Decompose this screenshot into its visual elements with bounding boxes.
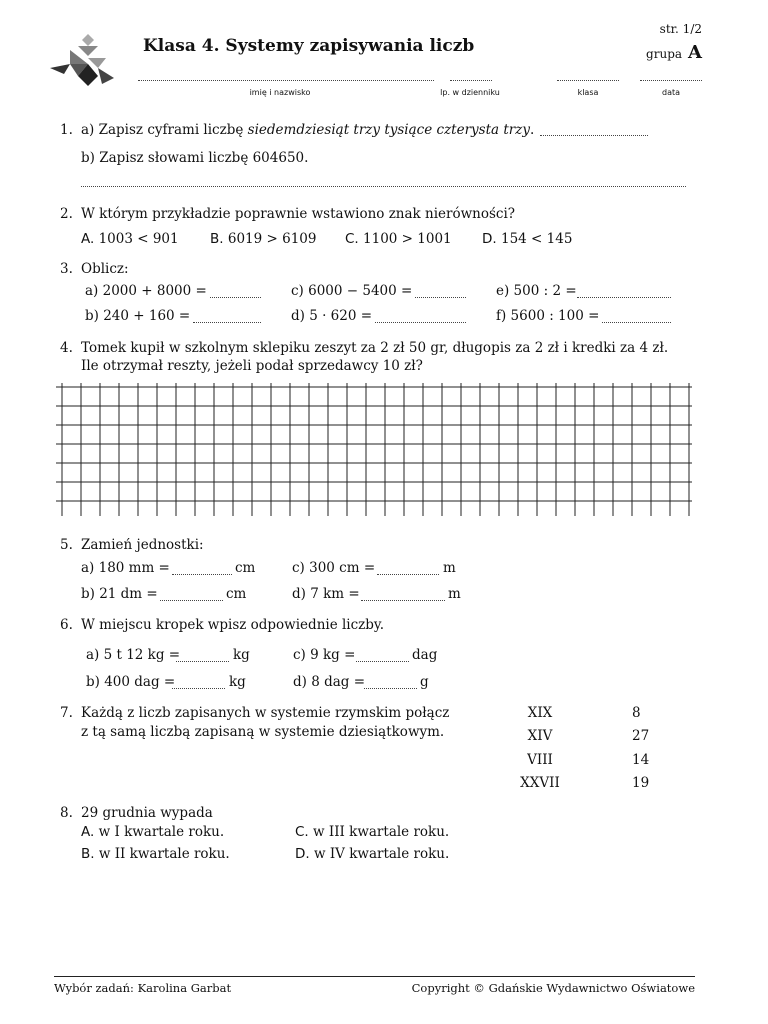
q3-e-answer[interactable] bbox=[577, 297, 671, 298]
q3-text: Oblicz: bbox=[81, 261, 129, 277]
q3-item-c: c) 6000 − 5400 = bbox=[291, 283, 413, 299]
q3-b-answer[interactable] bbox=[193, 322, 261, 323]
decimal-number[interactable]: 19 bbox=[632, 775, 650, 791]
q8-option-c-text: w III kwartale roku. bbox=[313, 824, 450, 840]
roman-numeral[interactable]: VIII bbox=[527, 752, 553, 768]
page-title: Klasa 4. Systemy zapisywania liczb bbox=[143, 36, 475, 56]
q7-line-1: Każdą z liczb zapisanych w systemie rzymskim połącz bbox=[81, 705, 450, 721]
q2-option-d-text: 154 < 145 bbox=[500, 231, 573, 247]
date-caption: data bbox=[661, 88, 681, 97]
q7-number: 7. bbox=[60, 705, 73, 721]
q1-a-prefix: a) Zapisz cyframi liczbę bbox=[81, 122, 244, 138]
number-field[interactable] bbox=[450, 80, 492, 81]
q6-item-a: a) 5 t 12 kg = bbox=[86, 647, 181, 663]
publisher-logo bbox=[48, 34, 118, 88]
class-field[interactable] bbox=[557, 80, 619, 81]
q6-a-answer[interactable] bbox=[176, 661, 229, 662]
q3-c-answer[interactable] bbox=[415, 297, 466, 298]
q6-a-unit: kg bbox=[233, 647, 250, 663]
q3-d-answer[interactable] bbox=[375, 322, 466, 323]
decimal-number[interactable]: 14 bbox=[632, 752, 650, 768]
q5-number: 5. bbox=[60, 537, 73, 553]
q5-b-answer[interactable] bbox=[160, 600, 223, 601]
q6-item-c: c) 9 kg = bbox=[293, 647, 356, 663]
group-indicator bbox=[646, 42, 702, 63]
q6-b-unit: kg bbox=[229, 674, 246, 690]
q2-option-a[interactable] bbox=[81, 231, 179, 247]
decimal-number[interactable]: 8 bbox=[632, 705, 641, 721]
q1-part-a bbox=[81, 122, 534, 138]
q2-option-b[interactable] bbox=[210, 231, 316, 247]
q1-b-answer[interactable] bbox=[81, 186, 686, 187]
q3-item-e: e) 500 : 2 = bbox=[496, 283, 577, 299]
q5-a-answer[interactable] bbox=[172, 574, 232, 575]
q6-d-unit: g bbox=[420, 674, 429, 690]
name-caption: imię i nazwisko bbox=[249, 88, 311, 97]
q3-item-f: f) 5600 : 100 = bbox=[496, 308, 600, 324]
q5-a-unit: cm bbox=[235, 560, 256, 576]
q2-option-c-letter: C. bbox=[345, 231, 359, 247]
q4-number: 4. bbox=[60, 340, 73, 356]
q2-option-a-letter: A. bbox=[81, 231, 95, 247]
q2-option-b-text: 6019 > 6109 bbox=[227, 231, 317, 247]
q6-c-answer[interactable] bbox=[356, 661, 409, 662]
name-field[interactable] bbox=[138, 80, 434, 81]
q3-f-answer[interactable] bbox=[602, 322, 671, 323]
q5-text: Zamień jednostki: bbox=[81, 537, 204, 553]
q6-d-answer[interactable] bbox=[364, 688, 417, 689]
q8-option-c-letter: C. bbox=[295, 824, 309, 840]
q6-b-answer[interactable] bbox=[172, 688, 225, 689]
answer-grid[interactable] bbox=[56, 383, 692, 516]
group-label: grupa bbox=[646, 47, 683, 61]
class-caption: klasa bbox=[577, 88, 599, 97]
q8-option-b-text: w II kwartale roku. bbox=[98, 846, 230, 862]
q8-option-a[interactable] bbox=[81, 824, 224, 840]
q5-item-b: b) 21 dm = bbox=[81, 586, 158, 602]
q1-a-suffix: . bbox=[530, 122, 535, 138]
q6-number: 6. bbox=[60, 617, 73, 633]
q5-item-c: c) 300 cm = bbox=[292, 560, 376, 576]
q6-item-b: b) 400 dag = bbox=[86, 674, 176, 690]
footer-author: Wybór zadań: Karolina Garbat bbox=[54, 981, 232, 995]
q2-option-c-text: 1100 > 1001 bbox=[363, 231, 452, 247]
roman-numeral[interactable]: XXVII bbox=[520, 775, 560, 791]
roman-numeral[interactable]: XIX bbox=[527, 705, 553, 721]
q7-line-2: z tą samą liczbą zapisaną w systemie dziesiątkowym. bbox=[81, 724, 445, 740]
q3-a-answer[interactable] bbox=[210, 297, 261, 298]
q3-number: 3. bbox=[60, 261, 73, 277]
q5-c-unit: m bbox=[443, 560, 456, 576]
q1-a-answer[interactable] bbox=[540, 135, 648, 136]
q8-text: 29 grudnia wypada bbox=[81, 805, 213, 821]
q5-b-unit: cm bbox=[226, 586, 247, 602]
q8-option-d[interactable] bbox=[295, 846, 449, 862]
q8-option-a-text: w I kwartale roku. bbox=[98, 824, 225, 840]
q8-option-a-letter: A. bbox=[81, 824, 95, 840]
decimal-number[interactable]: 27 bbox=[632, 728, 650, 744]
q1-part-b: b) Zapisz słowami liczbę 604650. bbox=[81, 150, 309, 166]
q8-option-d-text: w IV kwartale roku. bbox=[313, 846, 450, 862]
q5-c-answer[interactable] bbox=[377, 574, 439, 575]
date-field[interactable] bbox=[640, 80, 702, 81]
q5-d-unit: m bbox=[448, 586, 461, 602]
q3-item-a: a) 2000 + 8000 = bbox=[85, 283, 207, 299]
q2-text: W którym przykładzie poprawnie wstawiono znak nierówności? bbox=[81, 206, 516, 222]
roman-numeral[interactable]: XIV bbox=[527, 728, 553, 744]
number-caption: lp. w dzienniku bbox=[440, 88, 500, 97]
q6-c-unit: dag bbox=[412, 647, 438, 663]
q5-d-answer[interactable] bbox=[361, 600, 445, 601]
q1-number: 1. bbox=[60, 122, 73, 138]
q2-option-c[interactable] bbox=[345, 231, 452, 247]
q5-item-d: d) 7 km = bbox=[292, 586, 360, 602]
q2-option-d-letter: D. bbox=[482, 231, 497, 247]
q2-number: 2. bbox=[60, 206, 73, 222]
q8-number: 8. bbox=[60, 805, 73, 821]
page-number: str. 1/2 bbox=[659, 22, 702, 36]
q2-option-a-text: 1003 < 901 bbox=[98, 231, 179, 247]
q2-option-d[interactable] bbox=[482, 231, 572, 247]
q6-item-d: d) 8 dag = bbox=[293, 674, 366, 690]
q8-option-b[interactable] bbox=[81, 846, 230, 862]
q3-item-d: d) 5 · 620 = bbox=[291, 308, 373, 324]
q8-option-d-letter: D. bbox=[295, 846, 310, 862]
q4-line-1: Tomek kupił w szkolnym sklepiku zeszyt za 2 zł 50 gr, długopis za 2 zł i kredki za 4 zł. bbox=[81, 340, 669, 356]
q6-text: W miejscu kropek wpisz odpowiednie liczby. bbox=[81, 617, 385, 633]
q2-option-b-letter: B. bbox=[210, 231, 224, 247]
footer-copyright: Copyright © Gdańskie Wydawnictwo Oświatowe bbox=[411, 981, 695, 995]
q8-option-c[interactable] bbox=[295, 824, 449, 840]
q4-line-2: Ile otrzymał reszty, jeżeli podał sprzedawcy 10 zł? bbox=[81, 358, 423, 374]
footer-rule bbox=[54, 976, 695, 977]
q8-option-b-letter: B. bbox=[81, 846, 95, 862]
q3-item-b: b) 240 + 160 = bbox=[85, 308, 191, 324]
group-value: A bbox=[688, 42, 702, 63]
q1-a-italic: siedemdziesiąt trzy tysiące czterysta trzy bbox=[247, 122, 530, 138]
q5-item-a: a) 180 mm = bbox=[81, 560, 170, 576]
